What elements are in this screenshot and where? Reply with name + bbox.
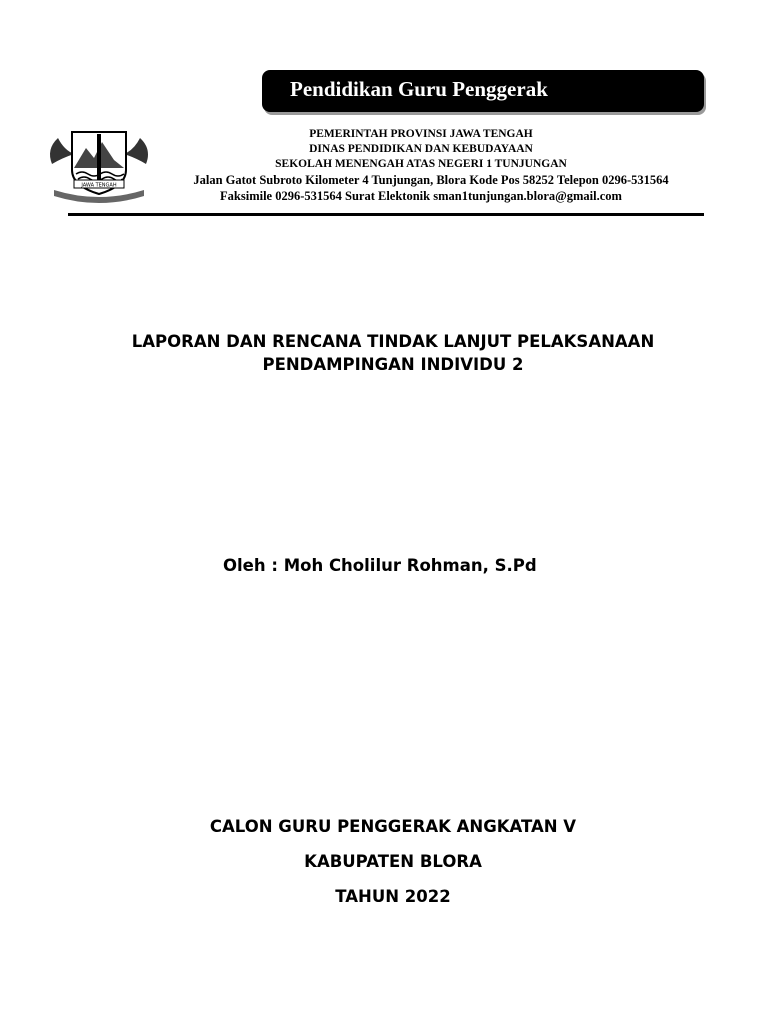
footer-program: CALON GURU PENGGERAK ANGKATAN V [209, 817, 577, 836]
province-emblem-logo [44, 124, 154, 204]
letterhead-address: Jalan Gatot Subroto Kilometer 4 Tunjungan, Blora Kode Pos 58252 Telepon 0296-531564 [193, 173, 669, 187]
program-title: Pendidikan Guru Penggerak [290, 77, 548, 101]
letterhead-contact: Faksimile 0296-531564 Surat Elektonik sman1tunjungan.blora@gmail.com [220, 189, 622, 203]
letterhead-department: DINAS PENDIDIKAN DAN KEBUDAYAAN [309, 143, 533, 155]
document-title-line-2: PENDAMPINGAN INDIVIDU 2 [262, 355, 524, 374]
document-author: Oleh : Moh Cholilur Rohman, S.Pd [223, 556, 537, 575]
document-title [60, 330, 726, 376]
letterhead-province: PEMERINTAH PROVINSI JAWA TENGAH [309, 128, 533, 140]
document-title-line-1: LAPORAN DAN RENCANA TINDAK LANJUT PELAKSANAAN [131, 332, 655, 351]
letterhead [150, 127, 692, 204]
footer-year: TAHUN 2022 [335, 887, 451, 906]
letterhead-divider [68, 213, 704, 216]
program-banner [262, 70, 704, 112]
footer-regency: KABUPATEN BLORA [304, 852, 482, 871]
emblem-ribbon-text: JAWA TENGAH [81, 182, 117, 189]
letterhead-school: SEKOLAH MENENGAH ATAS NEGERI 1 TUNJUNGAN [275, 158, 567, 170]
